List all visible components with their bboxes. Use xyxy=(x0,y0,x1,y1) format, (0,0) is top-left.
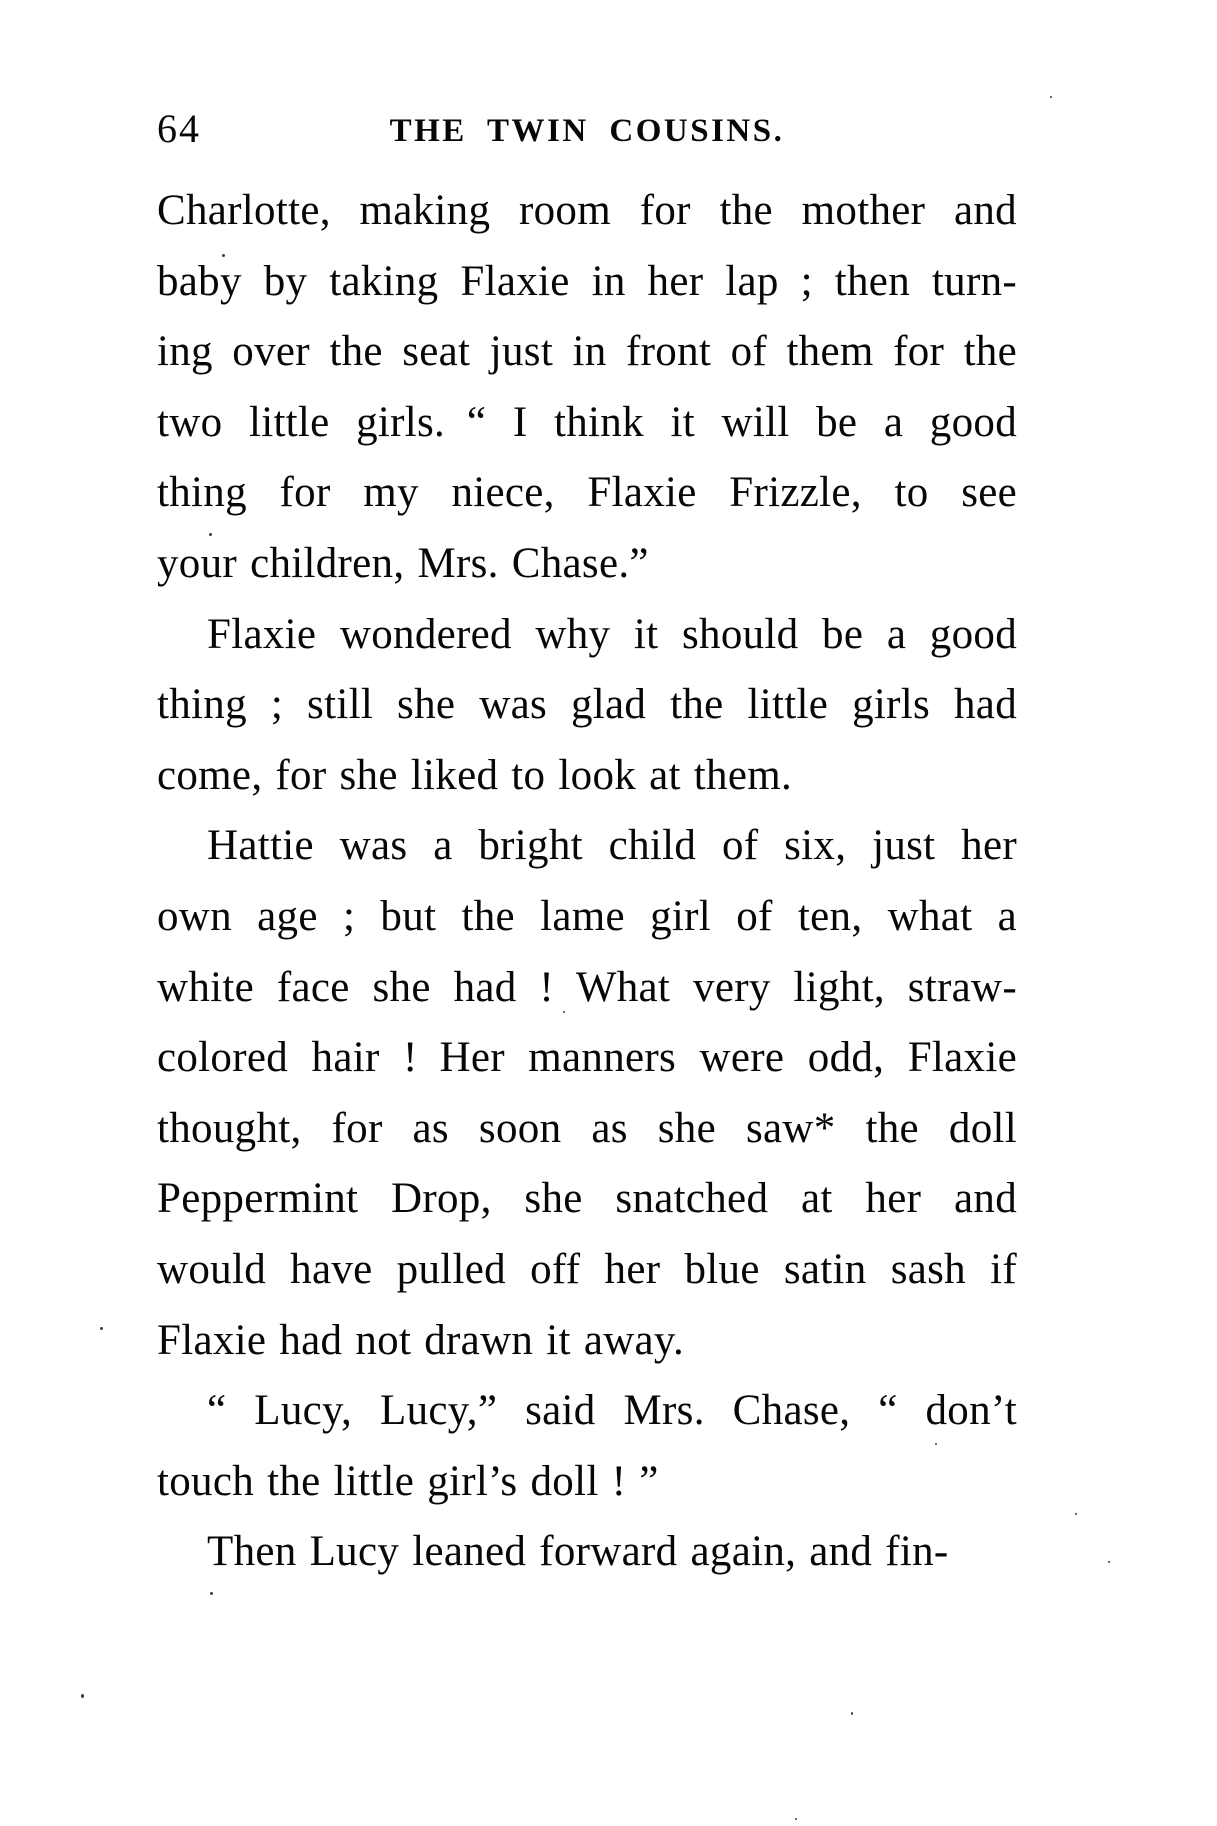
text-line: thing ; still she was glad the little girls had xyxy=(157,681,1017,729)
scan-speck xyxy=(81,1694,84,1698)
text-line: “ Lucy, Lucy,” said Mrs. Chase, “ don’t xyxy=(207,1387,1017,1435)
text-line: Then Lucy leaned forward again, and fin- xyxy=(207,1528,949,1576)
scan-speck xyxy=(851,1712,853,1715)
scan-speck xyxy=(209,533,212,536)
body-text-block xyxy=(157,176,1017,1588)
scan-speck xyxy=(100,1327,103,1330)
text-line: thought, for as soon as she saw* the doll xyxy=(157,1104,1017,1152)
text-line: thing for my niece, Flaxie Frizzle, to see xyxy=(157,469,1017,517)
text-line: Charlotte, making room for the mother and xyxy=(157,187,1017,234)
scan-speck xyxy=(1050,96,1052,98)
scan-speck xyxy=(1108,1561,1110,1563)
scan-speck xyxy=(935,1443,937,1445)
text-line: would have pulled off her blue satin sash if xyxy=(157,1245,1017,1293)
scan-speck xyxy=(563,1011,565,1013)
scan-speck xyxy=(222,254,225,257)
text-line: two little girls. “ I think it will be a good xyxy=(157,398,1017,446)
text-line: Peppermint Drop, she snatched at her and xyxy=(157,1175,1017,1223)
text-line: Hattie was a bright child of six, just her xyxy=(207,822,1017,870)
page-header-title: THE TWIN COUSINS. xyxy=(389,113,785,149)
text-line: white face she had ! What very light, straw- xyxy=(157,963,1017,1011)
page-number: 64 xyxy=(157,106,201,151)
scan-speck xyxy=(1075,1513,1077,1515)
text-line: ing over the seat just in front of them for the xyxy=(157,328,1017,376)
text-line: Flaxie wondered why it should be a good xyxy=(207,610,1017,658)
scan-speck xyxy=(210,1592,213,1595)
text-line: come, for she liked to look at them. xyxy=(157,751,793,799)
scan-speck xyxy=(795,1818,797,1820)
text-line: colored hair ! Her manners were odd, Flaxie xyxy=(157,1034,1017,1082)
text-line: own age ; but the lame girl of ten, what a xyxy=(157,892,1017,940)
text-line: baby by taking Flaxie in her lap ; then turn- xyxy=(157,257,1017,305)
text-line: your children, Mrs. Chase.” xyxy=(157,539,649,587)
text-line: touch the little girl’s doll ! ” xyxy=(157,1457,659,1505)
text-line: Flaxie had not drawn it away. xyxy=(157,1316,684,1364)
